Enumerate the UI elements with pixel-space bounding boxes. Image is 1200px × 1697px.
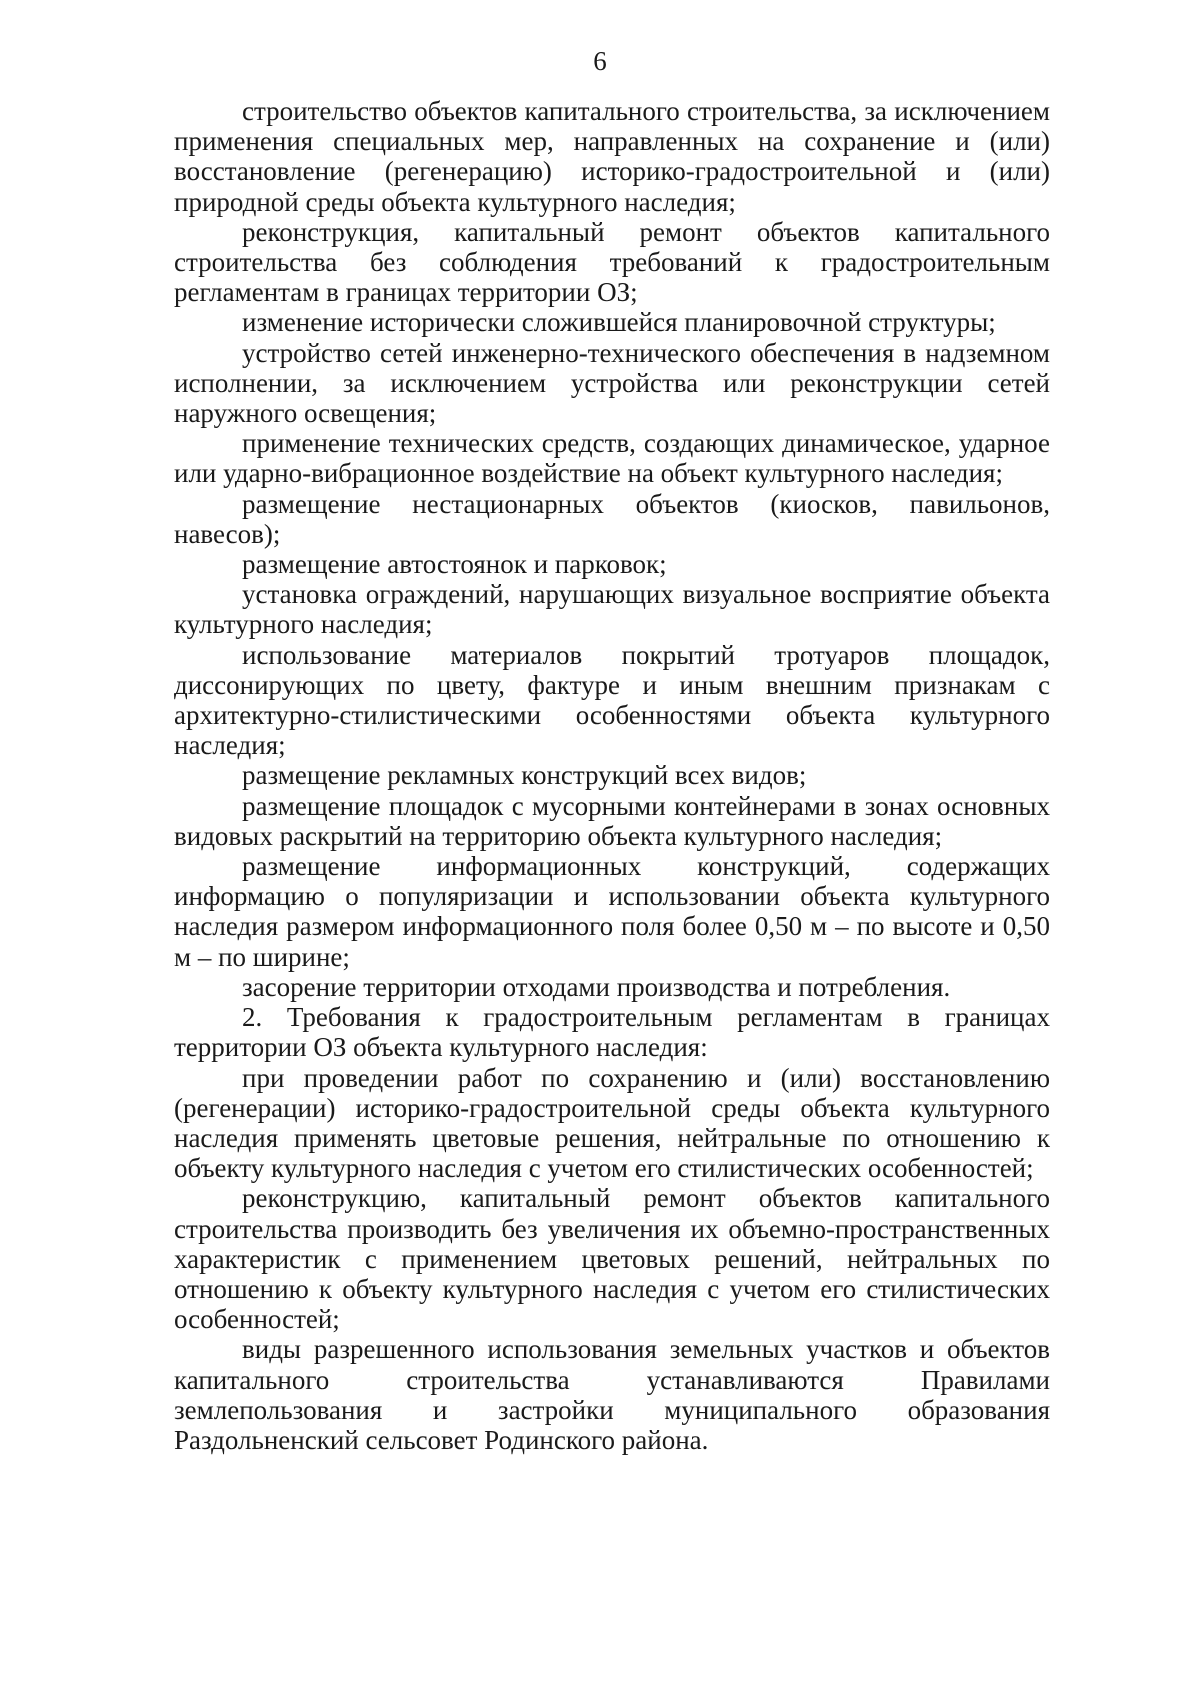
- paragraph: засорение территории отходами производства и потребления.: [242, 971, 951, 1002]
- paragraph: размещение автостоянок и парковок;: [242, 549, 667, 580]
- paragraph: размещение информационных конструкций, содержащих информацию о популяризации и использовании объекта культурного наследия размером информационного поля более 0,50 м – по высоте и 0,50 м – по ширине;: [174, 851, 1050, 972]
- paragraph: установка ограждений, нарушающих визуальное восприятие объекта культурного наследия;: [174, 579, 1050, 640]
- paragraph: применение технических средств, создающих динамическое, ударное или ударно-вибрационное воздействие на объект культурного наследия;: [174, 428, 1050, 489]
- paragraph: строительство объектов капитального строительства, за исключением применения специальных мер, направленных на сохранение и (или) восстановление (регенерацию) историко-градостроительной и (или) природной среды объекта культурного наследия;: [174, 96, 1050, 217]
- paragraph: изменение исторически сложившейся планировочной структуры;: [242, 307, 996, 338]
- paragraph: виды разрешенного использования земельных участков и объектов капитального строительства устанавливаются Правилами землепользования и застройки муниципального образования Раздольненский сельсовет Родинского района.: [174, 1334, 1050, 1455]
- document-body: [174, 96, 1050, 1455]
- paragraph: реконструкция, капитальный ремонт объектов капитального строительства без соблюдения требований к градостроительным регламентам в границах территории ОЗ;: [174, 216, 1050, 308]
- paragraph: устройство сетей инженерно-технического обеспечения в надземном исполнении, за исключением устройства или реконструкции сетей наружного освещения;: [174, 337, 1050, 429]
- paragraph: использование материалов покрытий тротуаров площадок, диссонирующих по цвету, фактуре и иным внешним признакам с архитектурно-стилистическими особенностями объекта культурного наследия;: [174, 639, 1050, 761]
- page-number: 6: [593, 46, 607, 76]
- paragraph: размещение рекламных конструкций всех видов;: [242, 760, 807, 791]
- paragraph: размещение площадок с мусорными контейнерами в зонах основных видовых раскрытий на территорию объекта культурного наследия;: [174, 790, 1050, 851]
- paragraph: реконструкцию, капитальный ремонт объектов капитального строительства производить без увеличения их объемно-пространственных характеристик с применением цветовых решений, нейтральных по отношению к объекту культурного наследия с учетом его стилистических особенностей;: [174, 1183, 1050, 1335]
- section-heading: 2. Требования к градостроительным регламентам в границах территории ОЗ объекта культурного наследия:: [174, 1002, 1050, 1063]
- paragraph: при проведении работ по сохранению и (или) восстановлению (регенерации) историко-градостроительной среды объекта культурного наследия применять цветовые решения, нейтральные по отношению к объекту культурного наследия с учетом его стилистических особенностей;: [174, 1062, 1050, 1184]
- paragraph: размещение нестационарных объектов (киосков, павильонов, навесов);: [174, 488, 1050, 549]
